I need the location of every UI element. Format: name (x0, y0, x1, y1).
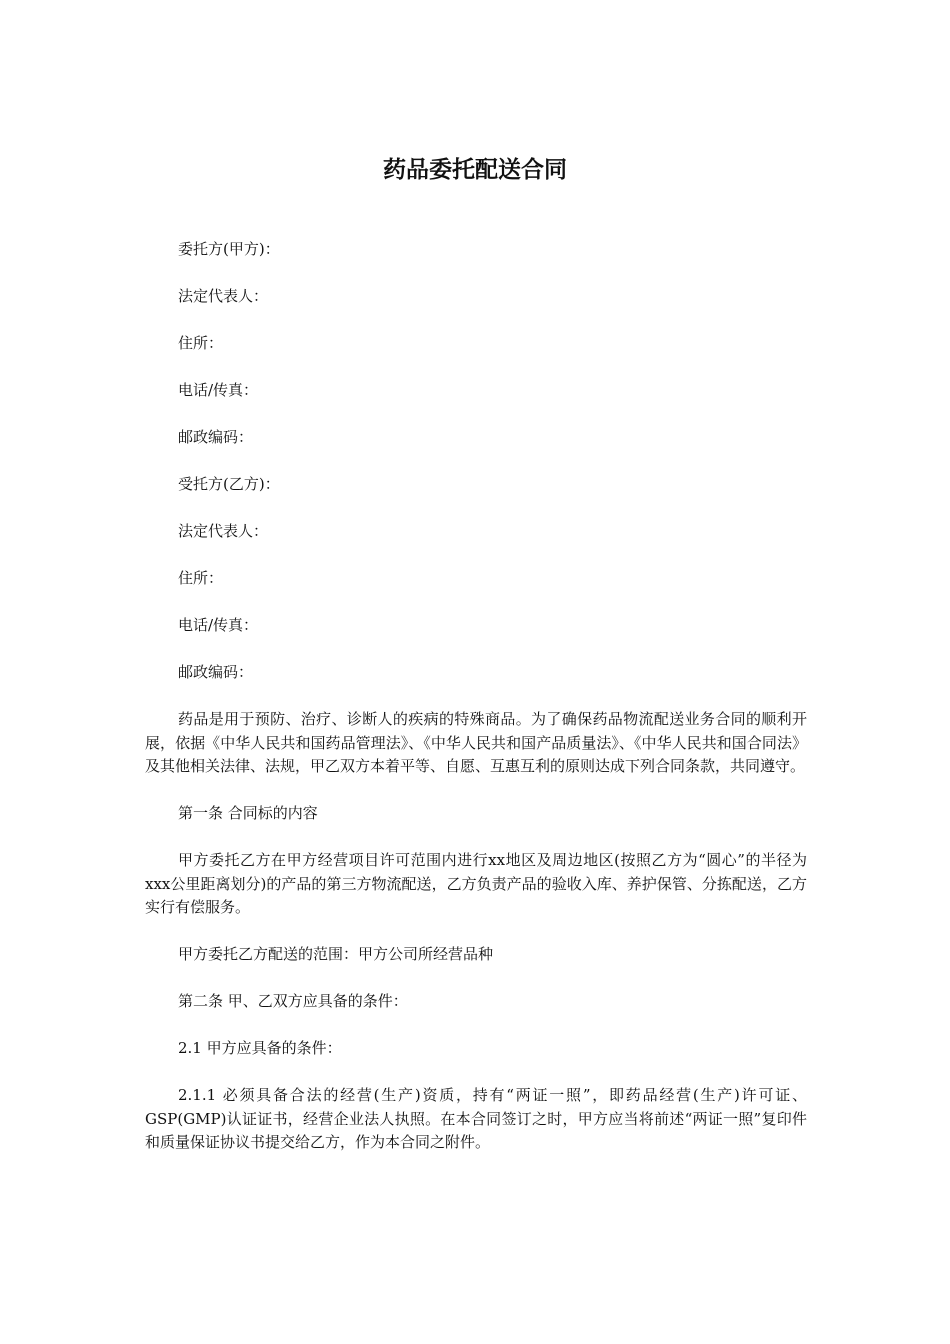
article-2-1-heading: 2.1 甲方应具备的条件： (178, 1039, 342, 1057)
party-b-address: 住所： (178, 569, 224, 587)
party-b-label: 受托方(乙方)： (178, 475, 280, 493)
party-a-address: 住所： (178, 334, 224, 352)
party-a-postcode: 邮政编码： (178, 428, 254, 446)
party-b-phone-fax: 电话/传真： (178, 616, 259, 634)
party-a-phone-fax: 电话/传真： (178, 381, 259, 399)
party-a-label: 委托方(甲方)： (178, 240, 280, 258)
document-body (145, 238, 807, 1178)
party-a-representative: 法定代表人： (178, 287, 269, 305)
article-1-scope: 甲方委托乙方配送的范围：甲方公司所经营品种 (178, 945, 494, 963)
party-b-representative: 法定代表人： (178, 522, 269, 540)
preamble-paragraph: 药品是用于预防、治疗、诊断人的疾病的特殊商品。为了确保药品物流配送业务合同的顺利开展，依据《中华人民共和国药品管理法》、《中华人民共和国产品质量法》、《中华人民共和国合同法》及其他相关法律、法规，甲乙双方本着平等、自愿、互惠互利的原则达成下列合同条款，共同遵守。 (145, 710, 807, 775)
article-1-content: 甲方委托乙方在甲方经营项目许可范围内进行xx地区及周边地区(按照乙方为“圆心”的半径为xxx公里距离划分)的产品的第三方物流配送，乙方负责产品的验收入库、养护保管、分拣配送，乙方实行有偿服务。 (145, 851, 807, 916)
article-2-heading: 第二条 甲、乙双方应具备的条件： (178, 992, 408, 1010)
article-1-heading: 第一条 合同标的内容 (178, 804, 318, 822)
party-b-postcode: 邮政编码： (178, 663, 254, 681)
document-title: 药品委托配送合同 (383, 157, 567, 183)
article-2-1-1-paragraph: 2.1.1 必须具备合法的经营(生产)资质，持有“两证一照”，即药品经营(生产)许可证、GSP(GMP)认证证书，经营企业法人执照。在本合同签订之时，甲方应当将前述“两证一照”复印件和质量保证协议书提交给乙方，作为本合同之附件。 (145, 1086, 807, 1151)
